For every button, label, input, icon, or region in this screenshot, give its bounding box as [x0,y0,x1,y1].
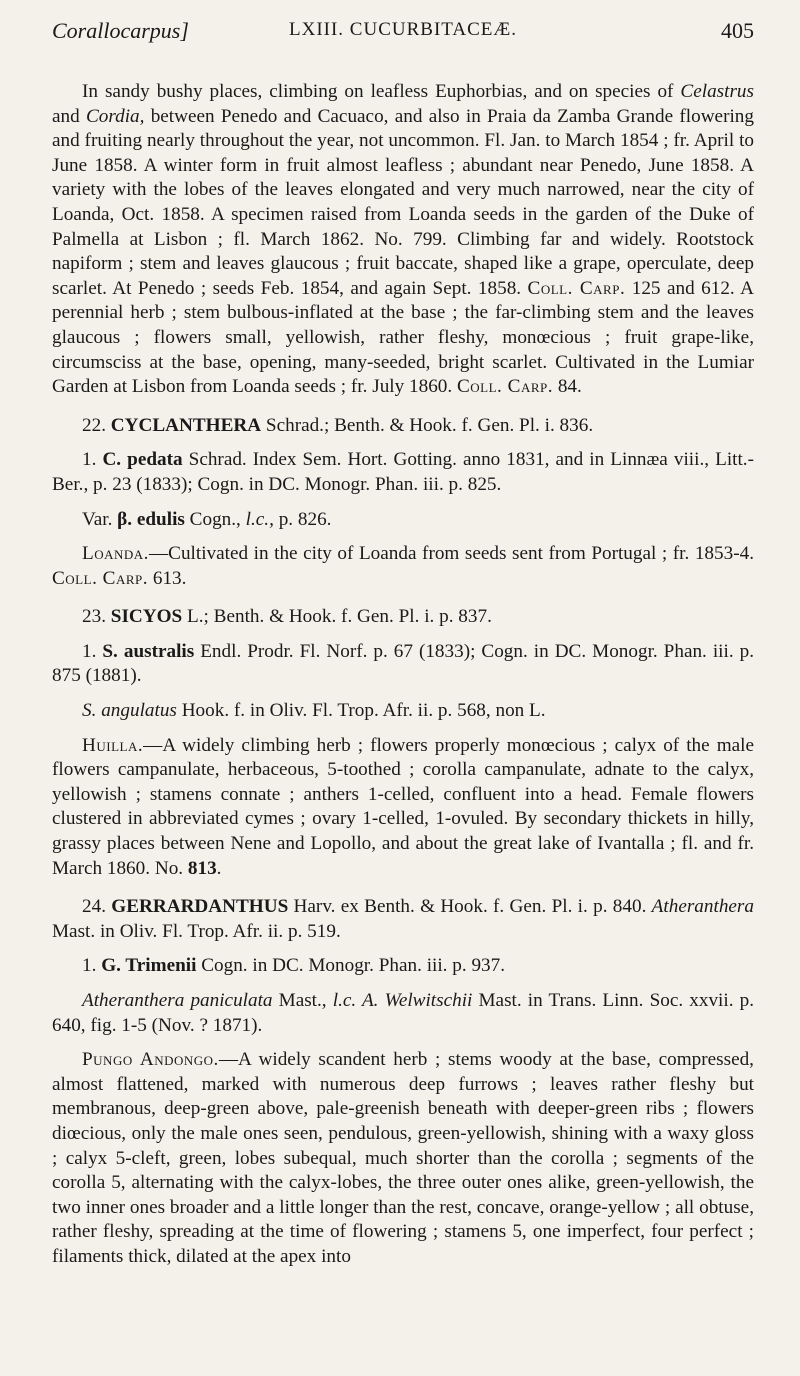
page-body [52,80,754,1270]
header-family: LXIII. CUCURBITACEÆ. [289,19,517,40]
species-sicyos-australis: 1. S. australis Endl. Prodr. Fl. Norf. p. 67 (1833); Cogn. in DC. Monogr. Phan. iii. p. 875 (1881). [52,640,755,687]
locality-loanda: Loanda.—Cultivated in the city of Loanda from seeds sent from Portugal ; fr. 1853-4. Coll. Carp. 613. [52,543,754,589]
genus-heading-gerrardanthus: 24. GERRARDANTHUS Harv. ex Benth. & Hook. f. Gen. Pl. i. p. 840. Atheranthera Mast. in Oliv. Fl. Trop. Afr. ii. p. 519. [52,896,754,942]
locality-pungo-andongo: Pungo Andongo.—A widely scandent herb ; stems woody at the base, compressed, almost flattened, marked with numerous deep furrows ; leaves rather fleshy but membranous, deep-green above, pale-greenish beneath with deeper-green ribs ; flowers diœcious, only the male ones seen, pendulous, green-yellowish, shining with a waxy gloss ; calyx 5-cleft, green, lobes subequal, much shorter than the corolla ; segments of the corolla 5, alternating with the calyx-lobes, the three outer ones alike, green-yellowish, the two inner ones broader and a little longer than the rest, concave, orange-yellow ; all obtuse, rather fleshy, spreading at the time of flowering ; stamens 5, one imperfect, four perfect ; filaments thick, dilated at the apex into [52,1049,754,1267]
page-number: 405 [721,18,754,43]
species-gerrardanthus-trimenii: 1. G. Trimenii Cogn. in DC. Monogr. Phan. iii. p. 937. [82,955,506,977]
variety-edulis: Var. β. edulis Cogn., l.c., p. 826. [82,508,332,530]
running-header [52,18,754,58]
locality-huilla: Huilla.—A widely climbing herb ; flowers properly monœcious ; calyx of the male flowers campanulate, herbaceous, 5-toothed ; corolla campanulate, adnate to the calyx, yellowish ; stamens connate ; anthers 1-celled, confluent into a head. Female flowers clustered in abbreviated cymes ; ovary 1-celled, 1-ovuled. By secondary thickets in hilly, grassy places between Nene and Lopollo, and about the great lake of Ivantalla ; fl. and fr. March 1860. No. 813. [52,734,754,879]
header-genus: Corallocarpus] [52,18,189,43]
genus-heading-sicyos: 23. SICYOS L.; Benth. & Hook. f. Gen. Pl. i. p. 837. [82,606,492,628]
synonym-atheranthera: Atheranthera paniculata Mast., l.c. A. Welwitschii Mast. in Trans. Linn. Soc. xxvii. p. 640, fig. 1-5 (Nov. ? 1871). [52,990,755,1036]
synonym-sicyos-angulatus: S. angulatus Hook. f. in Oliv. Fl. Trop. Afr. ii. p. 568, non L. [82,700,546,722]
genus-heading-cyclanthera: 22. CYCLANTHERA Schrad.; Benth. & Hook. f. Gen. Pl. i. 836. [82,414,594,436]
paragraph-corallocarpus-localities: In sandy bushy places, climbing on leafless Euphorbias, and on species of Celastrus and Cordia, between Penedo and Cacuaco, and also in Praia da Zamba Grande flowering and fruiting nearly throughout the year, not uncommon. Fl. Jan. to March 1854 ; fr. April to June 1858. A winter form in fruit almost leafless ; abundant near Penedo, June 1858. A variety with the lobes of the leaves elongated and very much narrowed, near the city of Loanda, Oct. 1858. A specimen raised from Loanda seeds in the garden of the Duke of Palmella at Lisbon ; fl. March 1862. No. 799. Climbing far and widely. Rootstock napiform ; stem and leaves glaucous ; fruit baccate, shaped like a grape, operculate, deep scarlet. At Penedo ; seeds Feb. 1854, and again Sept. 1858. Coll. Carp. 125 and 612. A perennial herb ; stem bulbous-inflated at the base ; the far-climbing stem and the leaves glaucous ; flowers small, yellowish, rather fleshy, monœcious ; fruit grape-like, circumsciss at the base, opening, many-seeded, bright scarlet. Cultivated in the Lumiar Garden at Lisbon from Loanda seeds ; fr. July 1860. Coll. Carp. 84. [52,81,754,398]
species-cyclanthera-pedata: 1. C. pedata Schrad. Index Sem. Hort. Gotting. anno 1831, and in Linnæa viii., Litt.-Ber., p. 23 (1833); Cogn. in DC. Monogr. Phan. iii. p. 825. [52,449,754,495]
